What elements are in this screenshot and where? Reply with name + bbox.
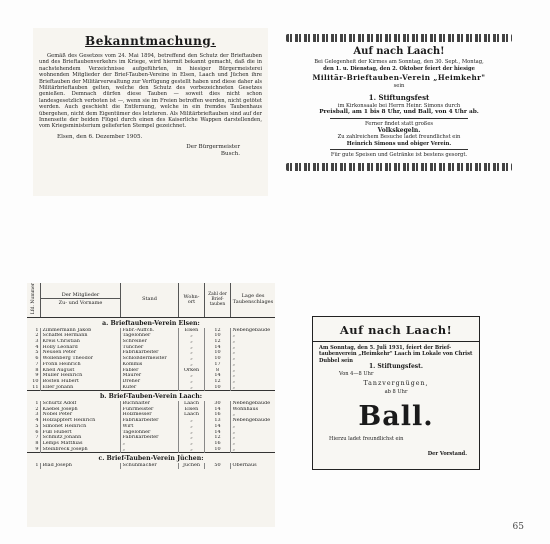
cell-name: Fuß Hubert [41, 430, 121, 436]
ornament-border-bottom [286, 163, 512, 171]
cell-name: Holly Leonard [41, 345, 121, 351]
cell-name: Eller Johann [41, 385, 121, 391]
laach-1931-line: Von 4—8 Uhr [339, 370, 374, 377]
cell-name: Schmitz Johann [41, 435, 121, 441]
cell-name: Müller Heinrich [41, 373, 121, 379]
section-heading [27, 317, 275, 327]
cell-name: Blad Joseph [41, 463, 121, 469]
cell-wohnort: „ [179, 424, 205, 430]
stiftungsfest-heading: 1. Stiftungsfest [368, 92, 430, 102]
cell-wohnort: Laach [179, 401, 205, 407]
laach-1905-clipping [284, 34, 514, 184]
cell-zahl: 10 [205, 350, 231, 356]
cell-stand: Fabrikarbeiter [121, 418, 179, 424]
header-zahl: Zahl der Brief-tauben [205, 283, 231, 317]
laach-1931-line: taubenverein „Heimkehr" Laach im Lokale von Christ [319, 351, 473, 358]
cell-name: Knell August [41, 368, 121, 374]
laach-1905-line: Preisball, am 1 bis 8 Uhr, und Ball, von 4 Uhr ab. [319, 109, 479, 116]
cell-zahl: 12 [205, 379, 231, 385]
section-title: b. Brief-Tauben-Verein Laach: [27, 391, 275, 401]
cell-lage: Nebengebäude [232, 327, 271, 333]
cell-lage: Nebengebäude [232, 401, 271, 407]
cell-number: 9 [27, 373, 41, 379]
tanz-line: Tanzvergnügen, [363, 380, 429, 388]
cell-wohnort: „ [179, 362, 205, 368]
cell-number: 7 [27, 362, 41, 368]
cell-zahl: 30 [205, 401, 231, 407]
cell-number: 1 [27, 463, 41, 469]
cell-lage: Nebengebäude [232, 418, 271, 424]
cell-number: 4 [27, 345, 41, 351]
cell-number: 2 [27, 333, 41, 339]
ornament-border-top [286, 34, 512, 42]
section-heading [27, 391, 275, 401]
cell-number: 8 [27, 441, 41, 447]
cell-stand: Fabler [121, 368, 179, 374]
cell-wohnort: Elsen [179, 407, 205, 413]
cell-wohnort: „ [179, 447, 205, 453]
cell-name: Neusen Peter [41, 350, 121, 356]
cell-number: 2 [27, 407, 41, 413]
members-table-clipping [27, 283, 275, 527]
cell-wohnort: „ [179, 418, 205, 424]
cell-zahl: 14 [205, 424, 231, 430]
section-title: c. Brief-Tauben-Verein Jüchen: [27, 453, 275, 463]
cell-zahl: 10 [205, 356, 231, 362]
cell-number: 10 [27, 379, 41, 385]
vorstand-signature: Der Vorstand. [427, 450, 467, 457]
cell-stand: Schuhmacher [121, 463, 179, 469]
cell-lage: „ [232, 423, 236, 429]
cell-lage: „ [232, 446, 236, 452]
bekanntmachung-title: Bekanntmachung. [85, 34, 216, 48]
laach-1905-line: Bei Gelegenheit der Kirmes am Sonntag, den 30. Sept., Montag, [314, 59, 484, 65]
laach-1931-title: Auf nach Laach! [339, 323, 453, 337]
cell-zahl: 10 [205, 447, 231, 453]
members-table [27, 283, 275, 469]
cell-stand: Maurer [121, 373, 179, 379]
cell-name: Kaebel Joseph [41, 407, 121, 413]
cell-stand: Kommis [121, 362, 179, 368]
header-lage: Lage des Taubenschlages [231, 283, 276, 317]
laach-1905-title: Auf nach Laach! [353, 46, 445, 57]
signature-title: Der Bürgermeister [186, 143, 240, 150]
cell-name: Holzappfert Heinrich [41, 418, 121, 424]
cell-name: Zimmermann Jakob [41, 328, 121, 334]
cell-wohnort: „ [179, 441, 205, 447]
cell-zahl: 13 [205, 418, 231, 424]
cell-name: Schurtz Adolf [41, 401, 121, 407]
cell-number: 4 [27, 418, 41, 424]
cell-lage: „ [232, 344, 236, 350]
cell-zahl: 10 [205, 385, 231, 391]
cell-lage: „ [232, 361, 236, 367]
cell-name: Schäffel Hermann [41, 333, 121, 339]
cell-name: Simonet Heinrich [41, 424, 121, 430]
laach-1905-line: im Kirkonsaale bei Herrn Heinr. Simons durch [337, 102, 461, 109]
cell-lage: „ [232, 435, 236, 441]
cell-wohnort: Orken [179, 368, 205, 374]
laach-1931-line: ab 8 Uhr [384, 389, 408, 396]
cell-name: Wollenberg Theodor [41, 356, 121, 362]
cell-zahl: 16 [205, 412, 231, 418]
cell-stand: Fuhrmeister [121, 407, 179, 413]
cell-zahl: 50 [205, 463, 231, 469]
cell-wohnort: Laach [179, 412, 205, 418]
table-row [27, 463, 275, 469]
cell-number: 3 [27, 339, 41, 345]
cell-zahl: 14 [205, 430, 231, 436]
cell-name: Frohn Heinrich [41, 362, 121, 368]
cell-lage: „ [232, 356, 236, 362]
header-group: Der Mitglieder [41, 293, 120, 300]
cell-wohnort: Jüchen [179, 463, 205, 469]
divider [330, 149, 468, 150]
volkskegeln-line: Volkskegeln. [377, 126, 421, 134]
laach-1931-line: Am Sonntag, den 5. Juli 1931, feiert der Brief- [319, 345, 452, 351]
laach-1931-line: Hierzu ladet freundlichst ein [329, 436, 404, 443]
cell-name: Lemps Matthias [41, 441, 121, 447]
header-stand: Stand [121, 283, 179, 317]
section-title: a. Brieftauben-Verein Elsen: [27, 317, 275, 327]
cell-lage: „ [232, 429, 236, 435]
cell-wohnort: „ [179, 333, 205, 339]
laach-1905-line: sein [393, 83, 405, 90]
cell-lage: „ [232, 339, 236, 345]
cell-zahl: 12 [205, 339, 231, 345]
cell-zahl: 12 [205, 435, 231, 441]
cell-number: 7 [27, 435, 41, 441]
cell-wohnort: „ [179, 385, 205, 391]
header-wohnort: Wohn-ort [179, 283, 205, 317]
header-lfd: Lfd. Nummer [30, 283, 36, 315]
cell-wohnort: „ [179, 339, 205, 345]
cell-stand: „ [121, 447, 179, 453]
cell-lage: „ [232, 384, 236, 390]
divider [330, 118, 468, 119]
ball-heading: Ball. [358, 401, 434, 433]
cell-name: Steinbreck Joseph [41, 447, 121, 453]
cell-lage: Oberhaus [232, 463, 257, 469]
cell-wohnort: „ [179, 430, 205, 436]
cell-number: 1 [27, 328, 41, 334]
cell-wohnort: „ [179, 350, 205, 356]
laach-1931-clipping [312, 316, 480, 470]
cell-lage: „ [232, 367, 236, 373]
cell-zahl: 14 [205, 345, 231, 351]
cell-name: Kreis Christian [41, 339, 121, 345]
cell-stand: Wirt [121, 424, 179, 430]
cell-stand: „ [121, 441, 179, 447]
cell-number: 5 [27, 424, 41, 430]
cell-wohnort: „ [179, 435, 205, 441]
cell-wohnort: Elsen [179, 328, 205, 334]
header-name: Zu- und Vorname [58, 300, 103, 307]
stiftungsfest-heading: 1. Stiftungsfest. [368, 363, 424, 371]
cell-zahl: 10 [205, 333, 231, 339]
cell-stand: Dreher [121, 379, 179, 385]
cell-name: Nobel Peter [41, 412, 121, 418]
section-heading [27, 453, 275, 463]
laach-1905-line: Ferner findet statt großes [364, 120, 434, 127]
cell-lage: „ [232, 378, 236, 384]
cell-wohnort: „ [179, 345, 205, 351]
cell-stand: Tagelöhner [121, 430, 179, 436]
cell-stand: Buchhalter [121, 401, 179, 407]
cell-lage: „ [232, 412, 236, 418]
cell-lage: „ [232, 440, 236, 446]
cell-zahl: 14 [205, 373, 231, 379]
cell-stand: Tüncher [121, 345, 179, 351]
cell-stand: Schloßdermeister [121, 356, 179, 362]
cell-stand: Holzmesser [121, 412, 179, 418]
bekanntmachung-body: Gemäß des Gesetzes vom 24. Mai 1894, betreffend den Schutz der Brieftauben und des Brieftaubenverkehrs im Kriege, wird hiermit bekannt gemacht, daß die in nachstehendem Verzeichnisse aufgeführten, in hiesiger Bürgermeisterei wohnenden Mitglieder der Brief-Tauben-Vereine in Elsen, Laach und Jüchen ihre Brieftauben der Militärverwaltung zur Verfügung gestellt haben und diese daher als Militärbrieftauben gelten, welche den Schutz des vorbezeichneten Gesetzes genießen. Demnach dürfen diese Tauben — soweit dies nicht schon landesgesetzlich verboten ist —, wenn sie im Freien betroffen werden, nicht getötet werden. Auch geschieht die Entfernung, welche in ein fremdes Taubenhaus übergehen, nicht dem Eigentümer des letzteren. Als Militärbrieftauben sind auf der Innenseite der beiden Flügel durch einen des Kaiserliche Wappen darstellenden, vom Kriegsministerium gelieferten Stempel gezeichnet. [39, 53, 262, 130]
cell-zahl: 8 [205, 368, 231, 374]
laach-1931-line: Dubbel sein [319, 357, 353, 364]
cell-zahl: 16 [205, 441, 231, 447]
table-header [27, 283, 275, 317]
cell-lage: „ [232, 350, 236, 356]
bekanntmachung-clipping [33, 28, 268, 196]
page-number: 65 [512, 522, 524, 532]
cell-lage: Wohnhaus [232, 406, 259, 412]
bekanntmachung-signature [39, 144, 262, 158]
cell-lage: „ [232, 373, 236, 379]
table-body [27, 317, 275, 468]
laach-1905-line: Für gute Speisen und Getränke ist bestens gesorgt. [330, 152, 468, 159]
cell-wohnort: „ [179, 379, 205, 385]
cell-number: 9 [27, 447, 41, 453]
cell-wohnort: „ [179, 356, 205, 362]
cell-stand: Fabrikarbeiter [121, 350, 179, 356]
cell-stand: Küfer [121, 385, 179, 391]
cell-stand: Fabrikarbeiter [121, 435, 179, 441]
cell-name: Bosten Hubert [41, 379, 121, 385]
divider [313, 341, 479, 342]
cell-stand: Schreiner [121, 339, 179, 345]
cell-lage: „ [232, 333, 236, 339]
cell-zahl: 17 [205, 362, 231, 368]
bekanntmachung-date: Elsen, den 6. Dezember 1905. [57, 133, 143, 140]
cell-number: 11 [27, 385, 41, 391]
laach-1905-line: den 1. u. Dienstag, den 2. Oktober feiert der hiesige [323, 65, 475, 72]
cell-number: 6 [27, 430, 41, 436]
cell-wohnort: „ [179, 373, 205, 379]
cell-number: 8 [27, 368, 41, 374]
cell-number: 5 [27, 350, 41, 356]
cell-number: 1 [27, 401, 41, 407]
cell-zahl: 14 [205, 407, 231, 413]
signature-name: Busch. [220, 150, 240, 157]
cell-stand: Tagelöhner [121, 333, 179, 339]
cell-number: 3 [27, 412, 41, 418]
club-name: Militär-Brieftauben-Verein „Heimkehr" [312, 73, 486, 83]
cell-number: 6 [27, 356, 41, 362]
laach-1905-line: Zu zahlreichem Besuche ladet freundlichst ein [337, 134, 461, 141]
laach-1905-line: Heinrich Simons und obiger Verein. [346, 140, 452, 147]
cell-stand: Fabr.-Auffch. [121, 328, 179, 334]
cell-zahl: 12 [205, 328, 231, 334]
